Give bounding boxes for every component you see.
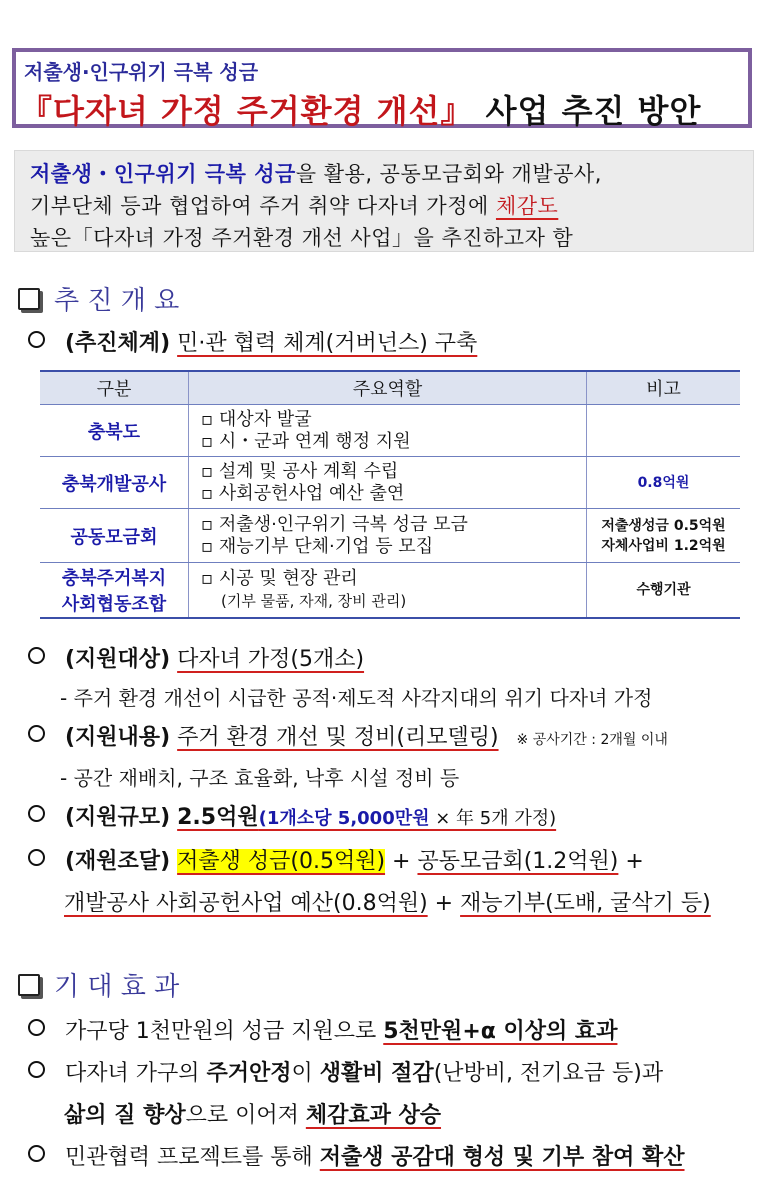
org-cell: 공동모금회 bbox=[40, 509, 189, 563]
sub-line-content: - 공간 재배치, 구조 효율화, 낙후 시설 정비 등 bbox=[60, 766, 460, 790]
table-header-row bbox=[40, 371, 740, 405]
bullet-scale: (지원규모) 2.5억원(1개소당 5,000만원 × 年 5개 가정) bbox=[28, 800, 556, 831]
checkbox-icon bbox=[18, 974, 40, 996]
sub-line-target: - 주거 환경 개선이 시급한 공적·제도적 사각지대의 위기 다자녀 가정 bbox=[60, 686, 653, 710]
role-table bbox=[40, 370, 740, 619]
section-header-overview: 추 진 개 요 bbox=[18, 280, 179, 317]
circle-bullet-icon bbox=[28, 331, 45, 348]
summary-line-3: 높은「다자녀 가정 주거환경 개선 사업」을 추진하고자 함 bbox=[30, 226, 574, 250]
table-header: 구분 bbox=[40, 371, 189, 405]
org-cell: 충북주거복지 사회협동조합 bbox=[40, 563, 189, 619]
title-subtitle: 저출생·인구위기 극복 성금 bbox=[24, 60, 259, 84]
circle-bullet-icon bbox=[28, 805, 45, 822]
effect-3: 민관협력 프로젝트를 통해 저출생 공감대 형성 및 기부 참여 확산 bbox=[28, 1140, 685, 1171]
circle-bullet-icon bbox=[28, 725, 45, 742]
bullet-target: (지원대상) 다자녀 가정(5개소) bbox=[28, 642, 364, 673]
table-row bbox=[40, 509, 740, 563]
note-cell: 0.8억원 bbox=[587, 457, 741, 509]
role-cell: ▫ 설계 및 공사 계획 수립 ▫ 사회공헌사업 예산 출연 bbox=[189, 457, 587, 509]
bullet-funding: (재원조달) 저출생 성금(0.5억원) + 공동모금회(1.2억원) + bbox=[28, 844, 644, 875]
scale-underlined: 2.5억원(1개소당 5,000만원 × 年 5개 가정) bbox=[177, 805, 557, 830]
table-row bbox=[40, 563, 740, 619]
effect-2-line-2: 삶의 질 향상으로 이어져 체감효과 상승 bbox=[64, 1103, 442, 1128]
table-row bbox=[40, 457, 740, 509]
circle-bullet-icon bbox=[28, 1145, 45, 1162]
effect-1: 가구당 1천만원의 성금 지원으로 5천만원+α 이상의 효과 bbox=[28, 1014, 617, 1045]
table-header: 주요역할 bbox=[189, 371, 587, 405]
effect-2: 다자녀 가구의 주거안정이 생활비 절감(난방비, 전기요금 등)과 bbox=[28, 1056, 663, 1087]
circle-bullet-icon bbox=[28, 647, 45, 664]
summary-line-1: 저출생・인구위기 극복 성금을 활용, 공동모금회와 개발공사, bbox=[30, 162, 602, 186]
circle-bullet-icon bbox=[28, 849, 45, 866]
note-cell bbox=[587, 405, 741, 457]
bullet-content: (지원내용) 주거 환경 개선 및 정비(리모델링) ※ 공사기간 : 2개월 이내 bbox=[28, 720, 668, 751]
funding-line-2: 개발공사 사회공헌사업 예산(0.8억원) + 재능기부(도배, 굴삭기 등) bbox=[64, 891, 711, 916]
title-project-name: 『다자녀 가정 주거환경 개선』 bbox=[20, 92, 474, 130]
note-cell: 저출생성금 0.5억원 자체사업비 1.2억원 bbox=[587, 509, 741, 563]
table-header: 비고 bbox=[587, 371, 741, 405]
circle-bullet-icon bbox=[28, 1019, 45, 1036]
table-row bbox=[40, 405, 740, 457]
note-cell: 수행기관 bbox=[587, 563, 741, 619]
role-cell: ▫ 시공 및 현장 관리 (기부 물품, 자재, 장비 관리) bbox=[189, 563, 587, 619]
role-cell: ▫ 대상자 발굴 ▫ 시・군과 연계 행정 지원 bbox=[189, 405, 587, 457]
bullet-governance: (추진체계) 민·관 협력 체계(거버넌스) 구축 bbox=[28, 326, 477, 357]
title-rest: 사업 추진 방안 bbox=[485, 92, 702, 130]
org-cell: 충북개발공사 bbox=[40, 457, 189, 509]
section-header-effects: 기 대 효 과 bbox=[18, 966, 179, 1003]
role-cell: ▫ 저출생·인구위기 극복 성금 모금 ▫ 재능기부 단체·기업 등 모집 bbox=[189, 509, 587, 563]
circle-bullet-icon bbox=[28, 1061, 45, 1078]
page-title bbox=[20, 86, 701, 132]
org-cell: 충북도 bbox=[40, 405, 189, 457]
checkbox-icon bbox=[18, 288, 40, 310]
summary-line-2: 기부단체 등과 협업하여 주거 취약 다자녀 가정에 체감도 bbox=[30, 194, 559, 218]
